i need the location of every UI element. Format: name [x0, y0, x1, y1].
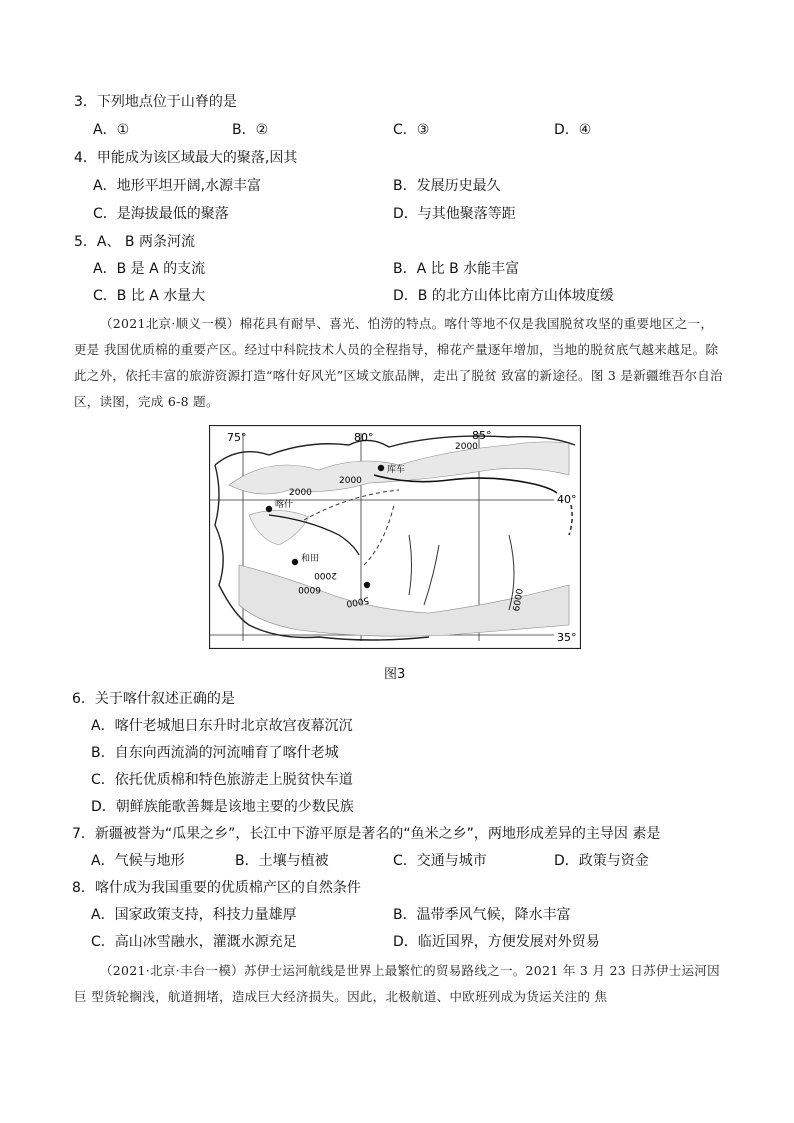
q5-option-d: D．B 的北方山体比南方山体坡度缓: [393, 288, 614, 304]
lon-label-85: 85°: [472, 429, 492, 442]
q4-option-b: B．发展历史最久: [393, 178, 501, 194]
city-dot-kashgar: [266, 506, 272, 512]
lon-label-80: 80°: [354, 431, 374, 444]
q4-stem: 4．甲能成为该区域最大的聚落,因其: [74, 150, 298, 166]
q5-option-b: B．A 比 B 水能丰富: [393, 261, 520, 277]
xinjiang-map: [209, 425, 581, 649]
q3-option-d: D．④: [554, 122, 592, 138]
q4-option-d: D．与其他聚落等距: [393, 206, 516, 222]
city-label-hotan: 和田: [301, 554, 320, 564]
q7-option-b: B．土壤与植被: [235, 853, 329, 869]
city-dot-unnamed: [364, 582, 370, 588]
q4-option-c: C．是海拔最低的聚落: [93, 206, 229, 222]
q6-option-d: D．朝鲜族能歌善舞是该地主要的少数民族: [91, 799, 354, 815]
q8-option-a: A．国家政策支持，科技力量雄厚: [91, 907, 297, 923]
q3-stem: 3．下列地点位于山脊的是: [74, 94, 237, 110]
contour-label: 2000: [289, 488, 312, 498]
q6-stem: 6．关于喀什叙述正确的是: [72, 691, 235, 707]
city-dot-kuqa: [378, 465, 384, 471]
lat-label-35: 35°: [557, 631, 577, 644]
q5-option-c: C．B 比 A 水量大: [93, 288, 206, 304]
passage-1-text: （2021北京·顺义一模）棉花具有耐旱、喜光、怕涝的特点。喀什等地不仅是我国脱贫攻坚的重要地区之一，更是 我国优质棉的重要产区。经过中科院技术人员的全程指导，棉花产量逐年增加，当地的脱贫底气越来越足。除此之外，依托丰富的旅游资源打造“喀什好风光”区域文旅品牌，走出了脱贫 致富的新途径。图 3 是新疆维吾尔自治区，读图，完成 6-8 题。: [74, 316, 723, 409]
q8-option-d: D．临近国界，方便发展对外贸易: [393, 934, 600, 950]
q7-stem: 7．新疆被誉为“瓜果之乡”，长江中下游平原是著名的“鱼米之乡”，两地形成差异的主导因 素是: [72, 826, 661, 842]
q8-option-b: B．温带季风气候，降水丰富: [393, 907, 571, 923]
city-label-kuqa: 库车: [387, 465, 406, 475]
contour-label: 5000: [345, 594, 370, 609]
q6-option-b: B．自东向西流淌的河流哺育了喀什老城: [91, 745, 339, 761]
q3-option-a: A．①: [93, 122, 130, 138]
q7-option-c: C．交通与城市: [393, 853, 487, 869]
contour-label: 6000: [298, 584, 321, 594]
reading-passage-1: [74, 311, 724, 415]
q5-option-a: A．B 是 A 的支流: [93, 261, 206, 277]
city-dot-hotan: [292, 559, 298, 565]
city-label-kashgar: 喀什: [275, 500, 294, 510]
q3-option-b: B．②: [232, 122, 269, 138]
contour-label: 6000: [511, 588, 526, 613]
q5-stem: 5．A、 B 两条河流: [74, 234, 195, 250]
q8-option-c: C．高山冰雪融水，灌溉水源充足: [91, 934, 297, 950]
contour-label: 2000: [314, 570, 337, 580]
reading-passage-2: [74, 958, 724, 1010]
q6-option-c: C．依托优质棉和特色旅游走上脱贫快车道: [91, 772, 353, 788]
q7-option-d: D．政策与资金: [554, 853, 649, 869]
figure-caption: 图3: [384, 667, 406, 682]
q3-option-c: C．③: [393, 122, 430, 138]
contour-label: 2000: [455, 442, 478, 452]
lat-label-40: 40°: [557, 493, 577, 506]
lon-label-75: 75°: [227, 431, 247, 444]
passage-2-text: （2021·北京·丰台一模）苏伊士运河航线是世界上最繁忙的贸易路线之一。2021 年 3 月 23 日苏伊士运河因巨 型货轮搁浅，航道拥堵，造成巨大经济损失。因此，北极航道、中欧班列成为货运关注的 焦: [74, 963, 720, 1004]
q8-stem: 8．喀什成为我国重要的优质棉产区的自然条件: [72, 880, 361, 896]
contour-label: 2000: [339, 476, 362, 486]
q4-option-a: A．地形平坦开阔,水源丰富: [93, 178, 262, 194]
q6-option-a: A．喀什老城旭日东升时北京故宫夜幕沉沉: [91, 718, 353, 734]
q7-option-a: A．气候与地形: [91, 853, 185, 869]
